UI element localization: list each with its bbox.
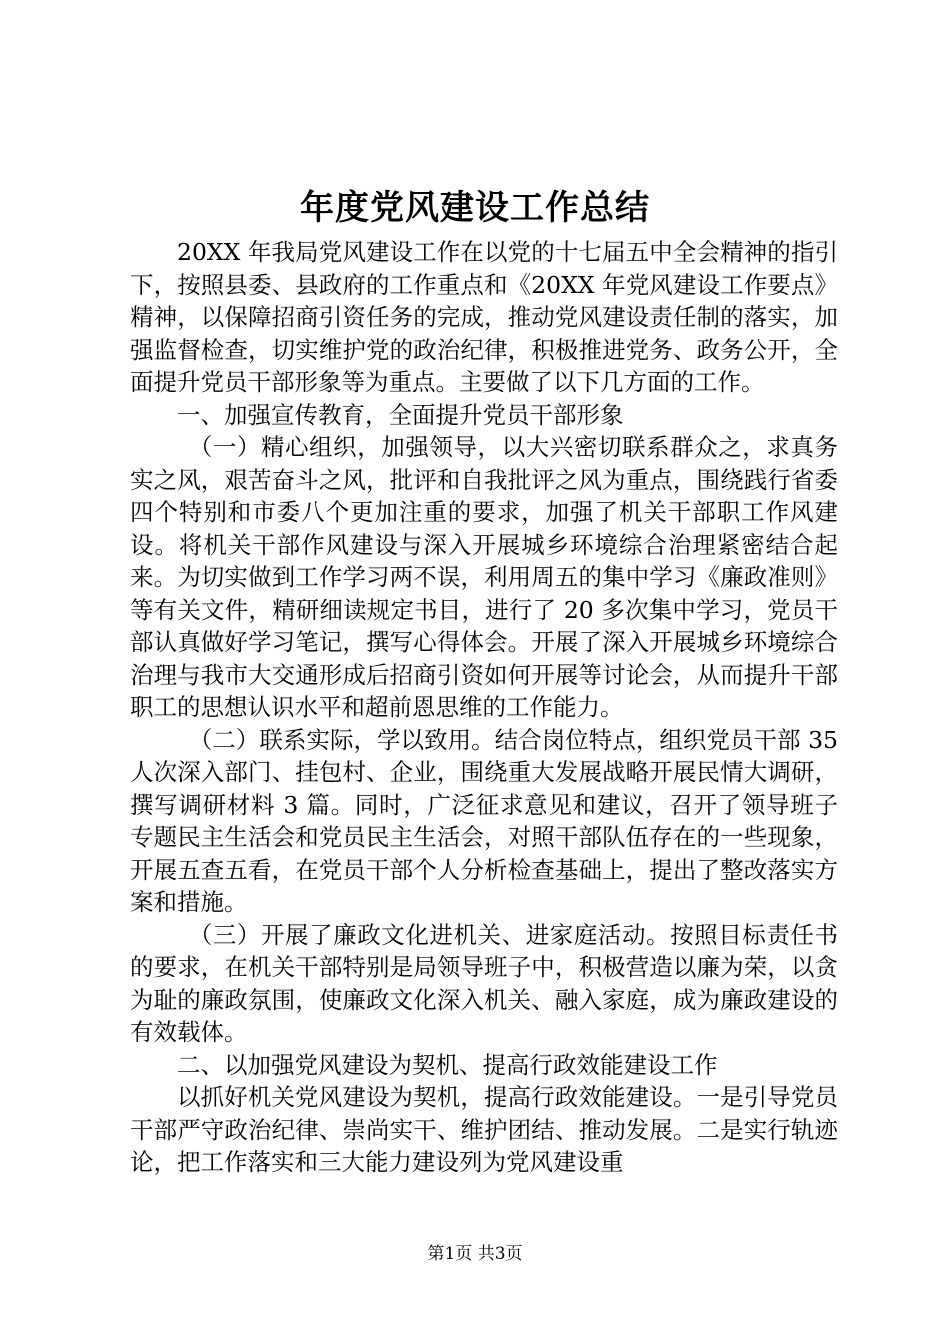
document-title: 年度党风建设工作总结 bbox=[300, 188, 650, 228]
section-item-4: 以抓好机关党风建设为契机，提高行政效能建设。一是引导党员干部严守政治纪律、崇尚实干、维护团结、推动发展。二是实行轨迹论，把工作落实和三大能力建设列为党风建设重 bbox=[130, 1083, 838, 1176]
section-item-2: （二）联系实际，学以致用。结合岗位特点，组织党员干部 35 人次深入部门、挂包村、企业，围绕重大发展战略开展民情大调研，撰写调研材料 3 篇。同时，广泛征求意见和建议，召开了领导班子专题民主生活会和党员民主生活会，对照干部队伍存在的一些现象，开展五查五看，在党员干部个人分析检查基础上，提出了整改落实方案和措施。 bbox=[130, 725, 838, 916]
section-item-1: （一）精心组织，加强领导，以大兴密切联系群众之，求真务实之风，艰苦奋斗之风，批评和自我批评之风为重点，围绕践行省委四个特别和市委八个更加注重的要求，加强了机关干部职工作风建设。将机关干部作风建设与深入开展城乡环境综合治理紧密结合起来。为切实做到工作学习两不误，利用周五的集中学习《廉政准则》等有关文件，精研细读规定书目，进行了 20 多次集中学习，党员干部认真做好学习笔记，撰写心得体会。开展了深入开展城乡环境综合治理与我市大交通形成后招商引资如何开展等讨论会，从而提升干部职工的思想认识水平和超前恩思维的工作能力。 bbox=[130, 433, 838, 721]
page-footer: 第1页 共3页 bbox=[427, 1244, 523, 1264]
section-item-3: （三）开展了廉政文化进机关、进家庭活动。按照目标责任书的要求，在机关干部特别是局领导班子中，积极营造以廉为荣，以贪为耻的廉政氛围，使廉政文化深入机关、融入家庭，成为廉政建设的有效载体。 bbox=[130, 920, 838, 1046]
section-heading-2: 二、以加强党风建设为契机、提高行政效能建设工作 bbox=[177, 1050, 718, 1079]
document-body bbox=[130, 236, 838, 1179]
section-heading-1: 一、加强宣传教育，全面提升党员干部形象 bbox=[177, 400, 624, 429]
intro-paragraph: 20XX 年我局党风建设工作在以党的十七届五中全会精神的指引下，按照县委、县政府的工作重点和《20XX 年党风建设工作要点》精神，以保障招商引资任务的完成，推动党风建设责任制的落实，加强监督检查，切实维护党的政治纪律，积极推进党务、政务公开，全面提升党员干部形象等为重点。主要做了以下几方面的工作。 bbox=[130, 238, 838, 396]
